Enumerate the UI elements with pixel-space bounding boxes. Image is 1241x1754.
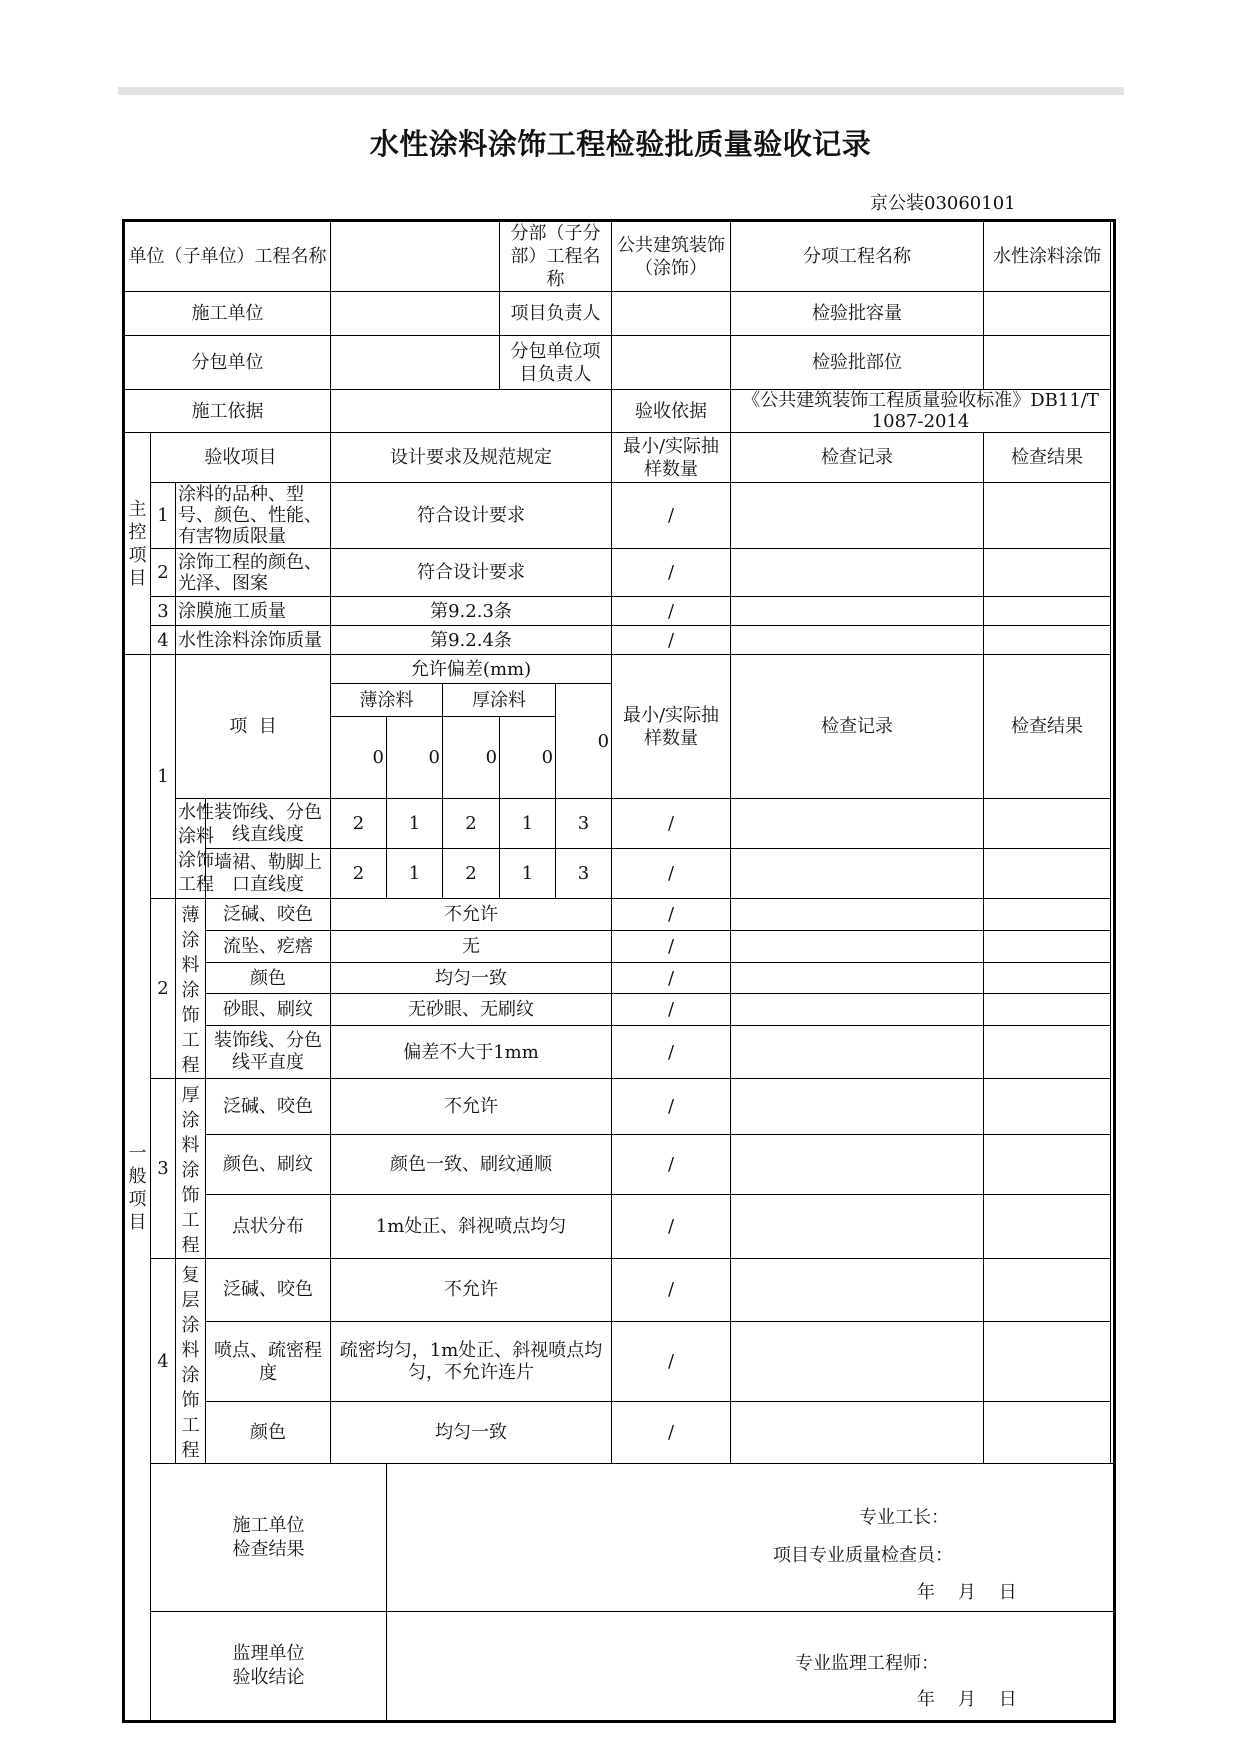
main-row-no: 3	[151, 597, 176, 626]
g3-row-item: 颜色、刷纹	[206, 1135, 331, 1195]
g3-row-record[interactable]	[731, 1194, 984, 1258]
basis-label: 施工依据	[124, 390, 331, 433]
g2-row-item: 装饰线、分色线平直度	[206, 1026, 331, 1079]
unit-name-value[interactable]	[331, 221, 500, 292]
contractor-value[interactable]	[331, 292, 500, 336]
g1-row-v1: 2	[331, 849, 387, 899]
supervisor-engineer-label: 专业监理工程师：	[795, 1653, 939, 1674]
item-name-value: 水性涂料涂饰	[984, 221, 1111, 292]
g1-sample-label: 最小/实际抽样数量	[612, 655, 731, 799]
project-manager-value[interactable]	[612, 292, 731, 336]
g1-row-record[interactable]	[731, 849, 984, 899]
g1-row-result[interactable]	[984, 799, 1111, 849]
g1-group-label: 水性涂料涂饰工程	[176, 799, 206, 899]
g2-row-record[interactable]	[731, 1026, 984, 1079]
g2-row-sample: /	[612, 1026, 731, 1079]
g3-row-req: 不允许	[331, 1079, 612, 1135]
g4-group-label: 复层涂料涂饰工程	[176, 1259, 206, 1464]
g4-row-req: 疏密均匀，1m处正、斜视喷点均匀，不允许连片	[331, 1321, 612, 1402]
g1-row-v1: 2	[331, 799, 387, 849]
foreman-label: 专业工长：	[859, 1507, 949, 1528]
form-code: 京公装03060101	[870, 193, 1016, 214]
g4-row-sample: /	[612, 1259, 731, 1322]
main-row-result[interactable]	[984, 597, 1111, 626]
g3-row-item: 泛碱、咬色	[206, 1079, 331, 1135]
sub-unit-label: 分部（子分部）工程名称	[500, 221, 612, 292]
main-row-result[interactable]	[984, 549, 1111, 597]
main-row-sample: /	[612, 483, 731, 549]
thick-label: 厚涂料	[443, 684, 556, 717]
g2-row-result[interactable]	[984, 962, 1111, 994]
g2-row-sample: /	[612, 962, 731, 994]
g1-row-item: 墙裙、勒脚上口直线度	[206, 849, 331, 899]
g2-row-sample: /	[612, 994, 731, 1026]
main-section-label: 主控项目	[124, 433, 151, 655]
main-row-req: 第9.2.3条	[331, 597, 612, 626]
g1-row-v3: 2	[443, 799, 500, 849]
col-item: 验收项目	[151, 433, 331, 483]
supervisor-signature-area[interactable]	[387, 1612, 1115, 1722]
contractor-signature-area[interactable]	[387, 1464, 1115, 1612]
g1-record-label: 检查记录	[731, 655, 984, 799]
date-label: 年 月 日	[917, 1582, 1017, 1603]
g2-row-record[interactable]	[731, 962, 984, 994]
g3-row-result[interactable]	[984, 1135, 1111, 1195]
col-sample: 最小/实际抽样数量	[612, 433, 731, 483]
inspection-form	[122, 219, 1116, 1723]
allow-label: 允许偏差(mm)	[331, 655, 612, 684]
g2-group-label: 薄涂料涂饰工程	[176, 899, 206, 1079]
main-row-no: 2	[151, 549, 176, 597]
g3-no: 3	[151, 1079, 176, 1259]
g1-result-label: 检查结果	[984, 655, 1111, 799]
thin-label: 薄涂料	[331, 684, 443, 717]
sub-unit-value: 公共建筑装饰（涂饰）	[612, 221, 731, 292]
main-row-result[interactable]	[984, 483, 1111, 549]
g3-row-record[interactable]	[731, 1079, 984, 1135]
col-result: 检查结果	[984, 433, 1111, 483]
main-row-record[interactable]	[731, 626, 984, 655]
contractor-result-label: 施工单位检查结果	[151, 1464, 387, 1612]
g4-row-sample: /	[612, 1321, 731, 1402]
main-row-no: 1	[151, 483, 176, 549]
supervisor-label: 监理单位验收结论	[151, 1612, 387, 1722]
g2-row-record[interactable]	[731, 899, 984, 931]
g4-row-item: 泛碱、咬色	[206, 1259, 331, 1322]
general-section-label: 一般项目	[124, 655, 151, 1722]
basis-value[interactable]	[331, 390, 612, 433]
g3-row-sample: /	[612, 1079, 731, 1135]
main-row-req: 符合设计要求	[331, 549, 612, 597]
g2-row-req: 均匀一致	[331, 962, 612, 994]
zero-cell: 0	[500, 717, 556, 799]
main-row-record[interactable]	[731, 597, 984, 626]
g2-row-req: 无	[331, 930, 612, 962]
unit-name-label: 单位（子单位）工程名称	[124, 221, 331, 292]
batch-part-value[interactable]	[984, 336, 1111, 390]
g1-row-v2: 1	[387, 849, 443, 899]
g1-row-v4: 1	[500, 799, 556, 849]
g1-row-v4: 1	[500, 849, 556, 899]
col-req: 设计要求及规范规定	[331, 433, 612, 483]
g4-no: 4	[151, 1259, 176, 1464]
g4-row-result[interactable]	[984, 1259, 1111, 1322]
g2-row-sample: /	[612, 899, 731, 931]
g1-row-sample: /	[612, 799, 731, 849]
g3-row-req: 1m处正、斜视喷点均匀	[331, 1194, 612, 1258]
g1-row-record[interactable]	[731, 799, 984, 849]
g3-row-result[interactable]	[984, 1194, 1111, 1258]
g2-row-req: 不允许	[331, 899, 612, 931]
g2-row-result[interactable]	[984, 899, 1111, 931]
g4-row-record[interactable]	[731, 1402, 984, 1464]
g2-row-req: 无砂眼、无刷纹	[331, 994, 612, 1026]
g2-row-result[interactable]	[984, 994, 1111, 1026]
g4-row-result[interactable]	[984, 1402, 1111, 1464]
main-row-req: 第9.2.4条	[331, 626, 612, 655]
g2-row-item: 流坠、疙瘩	[206, 930, 331, 962]
main-row-item: 涂膜施工质量	[176, 597, 331, 626]
zero-cell: 0	[387, 717, 443, 799]
accept-basis-value: 《公共建筑装饰工程质量验收标准》DB11/T 1087-2014	[731, 390, 1111, 433]
g2-row-item: 泛碱、咬色	[206, 899, 331, 931]
project-manager-label: 项目负责人	[500, 292, 612, 336]
g3-row-sample: /	[612, 1194, 731, 1258]
g1-row-v3: 2	[443, 849, 500, 899]
g3-row-sample: /	[612, 1135, 731, 1195]
subcontractor-label: 分包单位	[124, 336, 331, 390]
g2-row-result[interactable]	[984, 1026, 1111, 1079]
subcontractor-value[interactable]	[331, 336, 500, 390]
main-row-item: 涂饰工程的颜色、光泽、图案	[176, 549, 331, 597]
g1-row-sample: /	[612, 849, 731, 899]
sub-manager-label: 分包单位项目负责人	[500, 336, 612, 390]
g2-row-item: 砂眼、刷纹	[206, 994, 331, 1026]
g2-no: 2	[151, 899, 176, 1079]
accept-basis-label: 验收依据	[612, 390, 731, 433]
inspector-label: 项目专业质量检查员：	[773, 1545, 953, 1566]
g1-row-v2: 1	[387, 799, 443, 849]
main-row-sample: /	[612, 626, 731, 655]
g2-row-result[interactable]	[984, 930, 1111, 962]
batch-capacity-value[interactable]	[984, 292, 1111, 336]
g1-item-label: 项 目	[176, 655, 331, 799]
top-rule	[118, 87, 1124, 95]
g3-row-req: 颜色一致、刷纹通顺	[331, 1135, 612, 1195]
sub-manager-value[interactable]	[612, 336, 731, 390]
g1-row-item: 装饰线、分色线直线度	[206, 799, 331, 849]
zero-cell: 0	[556, 684, 612, 799]
g3-group-label: 厚涂料涂饰工程	[176, 1079, 206, 1259]
g4-row-record[interactable]	[731, 1259, 984, 1322]
zero-cell: 0	[331, 717, 387, 799]
item-name-label: 分项工程名称	[731, 221, 984, 292]
main-row-record[interactable]	[731, 549, 984, 597]
g4-row-item: 颜色	[206, 1402, 331, 1464]
main-row-item: 水性涂料涂饰质量	[176, 626, 331, 655]
g4-row-item: 喷点、疏密程度	[206, 1321, 331, 1402]
g3-row-result[interactable]	[984, 1079, 1111, 1135]
zero-cell: 0	[443, 717, 500, 799]
main-row-record[interactable]	[731, 483, 984, 549]
g2-row-item: 颜色	[206, 962, 331, 994]
g2-row-record[interactable]	[731, 994, 984, 1026]
page-title: 水性涂料涂饰工程检验批质量验收记录	[369, 127, 872, 161]
g1-row-result[interactable]	[984, 849, 1111, 899]
g3-row-record[interactable]	[731, 1135, 984, 1195]
g4-row-result[interactable]	[984, 1321, 1111, 1402]
g4-row-req: 均匀一致	[331, 1402, 612, 1464]
g1-no: 1	[151, 655, 176, 899]
main-row-item: 涂料的品种、型号、颜色、性能、有害物质限量	[176, 483, 331, 549]
batch-part-label: 检验批部位	[731, 336, 984, 390]
main-row-req: 符合设计要求	[331, 483, 612, 549]
g4-row-req: 不允许	[331, 1259, 612, 1322]
g1-row-v5: 3	[556, 799, 612, 849]
date2-label: 年 月 日	[917, 1689, 1017, 1710]
g4-row-record[interactable]	[731, 1321, 984, 1402]
g3-row-item: 点状分布	[206, 1194, 331, 1258]
main-row-sample: /	[612, 549, 731, 597]
g2-row-req: 偏差不大于1mm	[331, 1026, 612, 1079]
main-row-no: 4	[151, 626, 176, 655]
g1-row-v5: 3	[556, 849, 612, 899]
batch-capacity-label: 检验批容量	[731, 292, 984, 336]
col-record: 检查记录	[731, 433, 984, 483]
g2-row-sample: /	[612, 930, 731, 962]
contractor-label: 施工单位	[124, 292, 331, 336]
main-row-result[interactable]	[984, 626, 1111, 655]
g2-row-record[interactable]	[731, 930, 984, 962]
g4-row-sample: /	[612, 1402, 731, 1464]
main-row-sample: /	[612, 597, 731, 626]
